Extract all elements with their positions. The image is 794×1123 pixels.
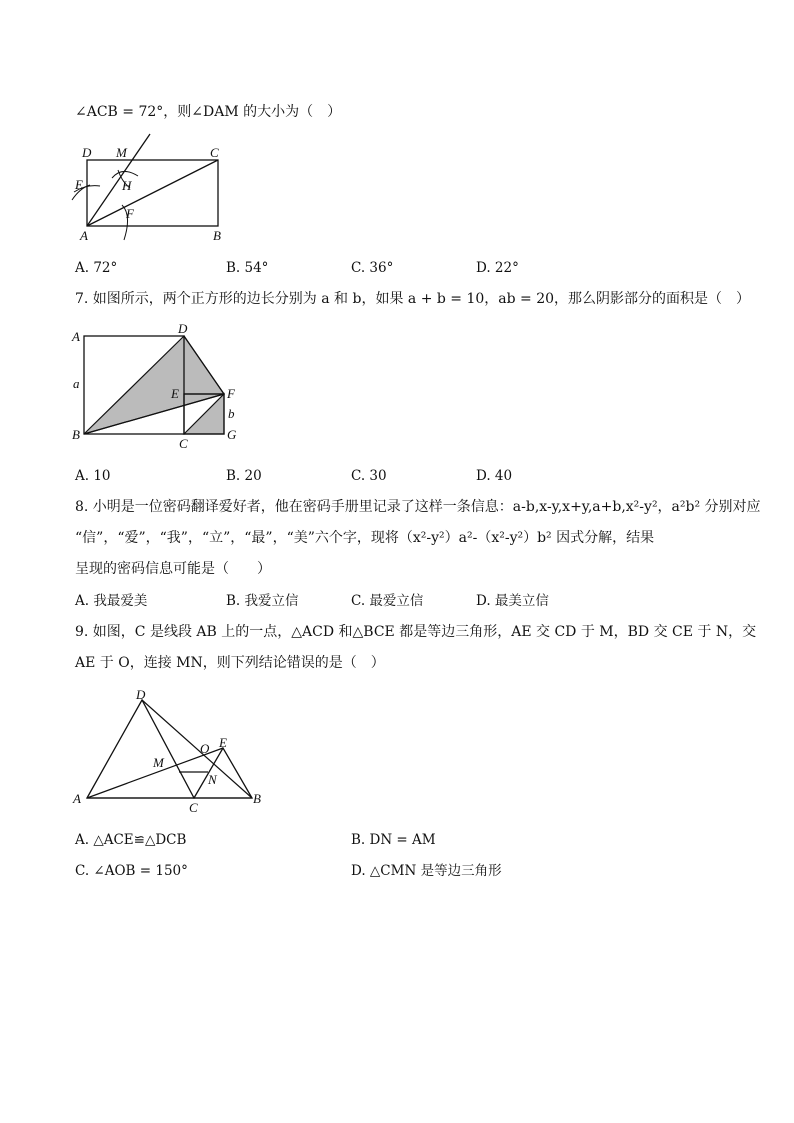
q6-label-F: F xyxy=(126,206,134,221)
q9-line-2: AE 于 O，连接 MN，则下列结论错误的是（ ） xyxy=(75,655,385,671)
q8-line-1: 8. 小明是一位密码翻译爱好者，他在密码手册里记录了这样一条信息：a-b,x-y,x+y,a+b,x²-y²，a²b² 分别对应 xyxy=(75,499,761,515)
q8-option-b: B. 我爱立信 xyxy=(226,593,299,609)
q7-label-F: F xyxy=(227,386,235,401)
q8-option-d: D. 最美立信 xyxy=(476,593,549,609)
q6-option-c: C. 36° xyxy=(351,260,394,276)
q7-label-C: C xyxy=(179,436,188,451)
q6-option-b: B. 54° xyxy=(226,260,269,276)
q7-option-c: C. 30 xyxy=(351,468,387,484)
q9-label-E: E xyxy=(219,735,227,750)
q8-option-a: A. 我最爱美 xyxy=(75,593,148,609)
q9-label-C: C xyxy=(189,800,198,815)
q7-label-b: b xyxy=(228,406,235,421)
q9-option-b: B. DN = AM xyxy=(351,832,436,848)
q9-label-M: M xyxy=(153,755,164,770)
q7-stem: 7. 如图所示，两个正方形的边长分别为 a 和 b，如果 a + b = 10，ab = 20，那么阴影部分的面积是（ ） xyxy=(75,291,751,307)
q6-option-a: A. 72° xyxy=(75,260,118,276)
q7-label-B: B xyxy=(72,427,80,442)
q9-label-B: B xyxy=(253,791,261,806)
q8-line-2: “信”，“爱”，“我”，“立”，“最”，“美”六个字，现将（x²-y²）a²-（x²-y²）b² 因式分解，结果 xyxy=(75,530,655,546)
q6-label-B: B xyxy=(213,228,221,243)
q6-label-A: A xyxy=(80,228,88,243)
q7-label-A: A xyxy=(72,329,80,344)
q6-stem-tail: ∠ACB = 72°，则∠DAM 的大小为（ ） xyxy=(75,104,342,120)
q7-option-a: A. 10 xyxy=(75,468,111,484)
q6-label-H: H xyxy=(122,178,132,193)
q8-option-c: C. 最爱立信 xyxy=(351,593,424,609)
q7-label-a: a xyxy=(73,376,80,391)
q7-label-G: G xyxy=(227,427,237,442)
q9-label-A: A xyxy=(73,791,81,806)
q7-figure xyxy=(65,322,255,452)
q6-label-M: M xyxy=(116,145,127,160)
q6-figure xyxy=(60,130,240,250)
q9-option-c: C. ∠AOB = 150° xyxy=(75,863,188,879)
q7-label-D: D xyxy=(178,321,188,336)
q9-label-N: N xyxy=(208,772,217,787)
q7-option-d: D. 40 xyxy=(476,468,513,484)
q7-label-E: E xyxy=(171,386,179,401)
q9-label-D: D xyxy=(136,687,146,702)
q8-line-3: 呈现的密码信息可能是（ ） xyxy=(75,561,271,577)
q9-label-O: O xyxy=(200,741,210,756)
q7-option-b: B. 20 xyxy=(226,468,262,484)
q6-label-E: E xyxy=(75,177,83,192)
q6-option-d: D. 22° xyxy=(476,260,519,276)
q6-label-D: D xyxy=(82,145,92,160)
q9-option-a: A. △ACE≌△DCB xyxy=(75,832,187,848)
q9-line-1: 9. 如图，C 是线段 AB 上的一点，△ACD 和△BCE 都是等边三角形，AE 交 CD 于 M，BD 交 CE 于 N，交 xyxy=(75,624,757,640)
q6-label-C: C xyxy=(210,145,219,160)
q9-figure xyxy=(65,682,275,817)
q9-option-d: D. △CMN 是等边三角形 xyxy=(351,863,502,879)
